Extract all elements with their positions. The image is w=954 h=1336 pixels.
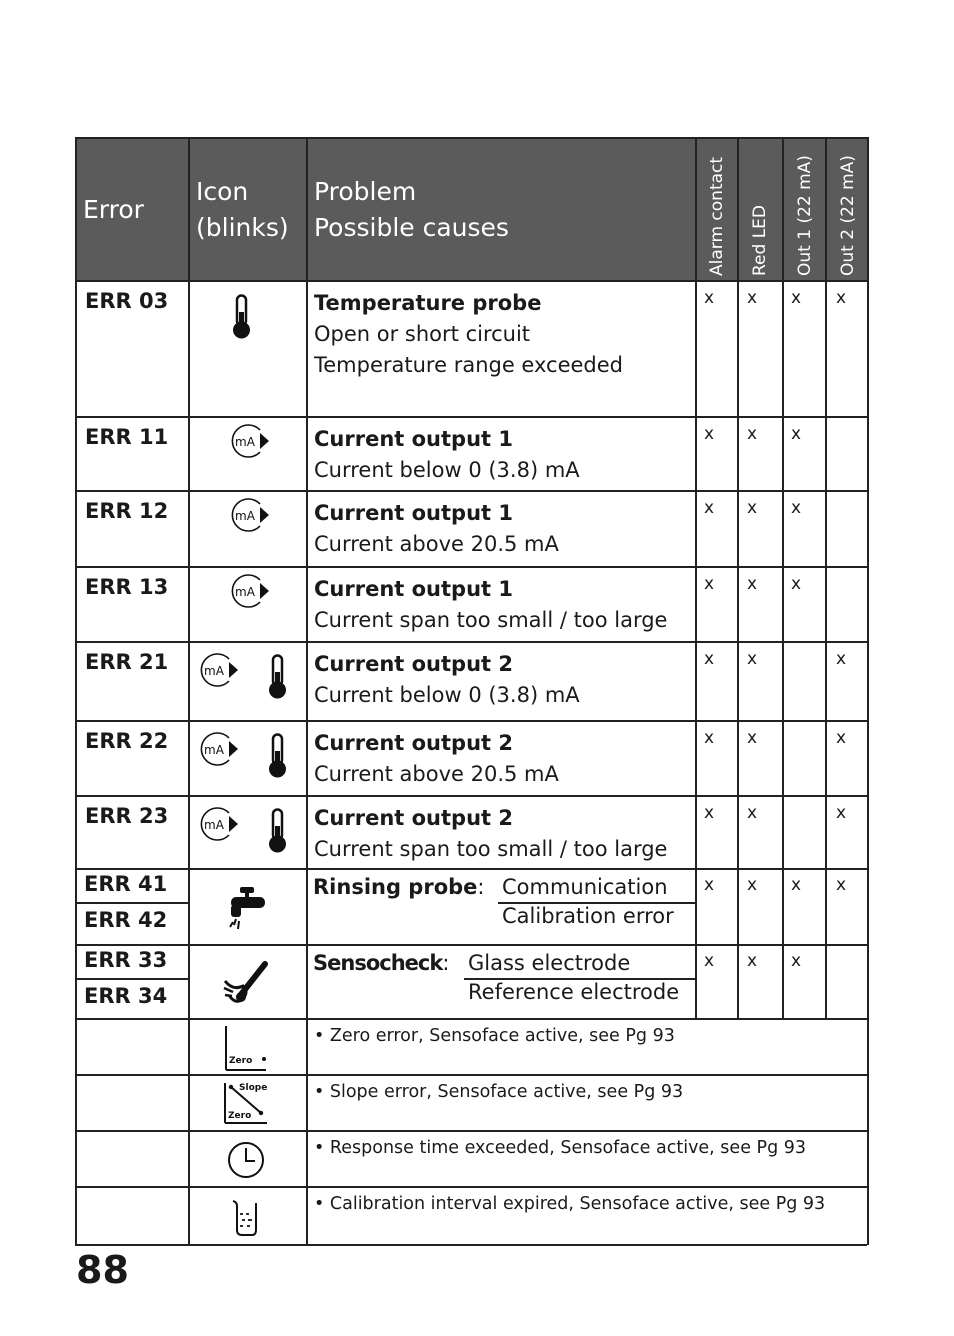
- header-problem-line2: Possible causes: [314, 213, 509, 242]
- svg-text:mA: mA: [235, 435, 255, 449]
- status-mark: x: [704, 424, 715, 444]
- problem-title: Current output 1: [314, 501, 513, 525]
- status-mark: x: [836, 728, 847, 748]
- problem-cause: Current span too small / too large: [314, 608, 668, 632]
- cause-line: Calibration error: [502, 904, 674, 928]
- table-rule: [75, 720, 867, 722]
- header-icon: [196, 174, 289, 246]
- column-rule: [306, 137, 308, 1245]
- problem-cell: [314, 574, 667, 636]
- thermometer-icon: [267, 654, 289, 700]
- status-mark: x: [747, 803, 758, 823]
- page-number: 88: [76, 1248, 129, 1292]
- status-mark: x: [704, 649, 715, 669]
- table-rule: [75, 1074, 867, 1076]
- problem-cause: Open or short circuit: [314, 322, 531, 346]
- error-code: ERR 21: [85, 650, 169, 674]
- status-mark: x: [704, 803, 715, 823]
- status-mark: x: [747, 288, 758, 308]
- table-rule: [75, 1130, 867, 1132]
- table-rule: [75, 566, 867, 568]
- current-output-ma-icon: [199, 806, 241, 842]
- status-mark: x: [747, 951, 758, 971]
- error-code: ERR 03: [85, 289, 169, 313]
- status-mark: x: [791, 951, 802, 971]
- column-rule: [188, 137, 190, 1245]
- sensoface-note: • Calibration interval expired, Sensoface active, see Pg 93: [314, 1194, 826, 1214]
- table-rule: [75, 944, 867, 946]
- problem-title: Current output 2: [314, 806, 513, 830]
- current-output-ma-icon: [199, 652, 241, 688]
- problem-title: Sensocheck: [313, 951, 443, 975]
- problem-cause: Current below 0 (3.8) mA: [314, 683, 580, 707]
- status-mark: x: [836, 649, 847, 669]
- zero-error-icon: [224, 1024, 274, 1072]
- problem-title-wrap: [313, 875, 484, 899]
- column-rule: [737, 137, 739, 1018]
- status-mark: x: [704, 498, 715, 518]
- code-divider: [75, 902, 188, 904]
- table-rule: [75, 1018, 867, 1020]
- zero-label: Zero: [229, 1056, 253, 1066]
- status-mark: x: [704, 288, 715, 308]
- calibration-beaker-icon: [230, 1198, 260, 1238]
- slope-error-icon: [223, 1081, 273, 1127]
- problem-cause: Current above 20.5 mA: [314, 532, 559, 556]
- column-rule: [75, 137, 77, 1245]
- header-icon-line2: (blinks): [196, 213, 289, 242]
- title-colon: :: [442, 951, 450, 975]
- column-rule: [695, 137, 697, 1018]
- status-mark: x: [836, 875, 847, 895]
- status-mark: x: [747, 875, 758, 895]
- header-problem-line1: Problem: [314, 177, 417, 206]
- problem-cause: Current above 20.5 mA: [314, 762, 559, 786]
- status-mark: x: [747, 574, 758, 594]
- problem-title-wrap: [313, 951, 449, 975]
- problem-title: Current output 1: [314, 427, 513, 451]
- table-rule: [75, 1186, 867, 1188]
- problem-cell: [314, 728, 559, 790]
- table-rule: [75, 416, 867, 418]
- header-out2: Out 2 (22 mA): [838, 155, 858, 276]
- svg-text:mA: mA: [204, 664, 224, 678]
- status-mark: x: [836, 803, 847, 823]
- error-code: ERR 13: [85, 575, 169, 599]
- svg-text:mA: mA: [204, 743, 224, 757]
- cause-line: Communication: [502, 875, 668, 899]
- code-divider: [75, 978, 188, 980]
- problem-cause: Current below 0 (3.8) mA: [314, 458, 580, 482]
- table-rule: [75, 795, 867, 797]
- problem-title: Rinsing probe: [313, 875, 478, 899]
- table-rule: [75, 137, 867, 139]
- problem-cause: Current span too small / too large: [314, 837, 668, 861]
- svg-text:Zero: Zero: [228, 1111, 252, 1121]
- error-code: ERR 22: [85, 729, 169, 753]
- error-code: ERR 42: [84, 908, 168, 932]
- header-alarm-contact: Alarm contact: [707, 156, 727, 276]
- sensocheck-electrode-icon: [221, 961, 271, 1007]
- sensoface-note: • Slope error, Sensoface active, see Pg 93: [314, 1082, 684, 1102]
- current-output-ma-icon: [230, 497, 272, 533]
- error-table: [75, 137, 867, 1245]
- problem-title: Temperature probe: [314, 291, 542, 315]
- header-icon-line1: Icon: [196, 177, 249, 206]
- status-mark: x: [747, 649, 758, 669]
- thermometer-icon: [231, 294, 253, 340]
- sensoface-note: • Response time exceeded, Sensoface active, see Pg 93: [314, 1138, 807, 1158]
- problem-title: Current output 2: [314, 652, 513, 676]
- svg-text:mA: mA: [204, 818, 224, 832]
- status-mark: x: [704, 574, 715, 594]
- status-mark: x: [791, 574, 802, 594]
- cause-line: Glass electrode: [468, 951, 631, 975]
- status-mark: x: [791, 498, 802, 518]
- error-code: ERR 33: [84, 948, 168, 972]
- status-mark: x: [747, 424, 758, 444]
- rinsing-tap-icon: [227, 885, 271, 931]
- header-red-led: Red LED: [750, 204, 770, 276]
- header-error: Error: [83, 195, 144, 224]
- table-rule: [75, 490, 867, 492]
- problem-title: Current output 1: [314, 577, 513, 601]
- error-code: ERR 12: [85, 499, 169, 523]
- header-out1: Out 1 (22 mA): [795, 155, 815, 276]
- status-mark: x: [791, 288, 802, 308]
- status-mark: x: [704, 728, 715, 748]
- sensoface-note: • Zero error, Sensoface active, see Pg 93: [314, 1026, 675, 1046]
- current-output-ma-icon: [230, 423, 272, 459]
- status-mark: x: [704, 951, 715, 971]
- column-rule: [782, 137, 784, 1018]
- status-mark: x: [747, 728, 758, 748]
- status-mark: x: [747, 498, 758, 518]
- status-mark: x: [836, 288, 847, 308]
- error-code: ERR 41: [84, 872, 168, 896]
- problem-cause: Temperature range exceeded: [314, 353, 624, 377]
- title-colon: :: [477, 875, 485, 899]
- status-mark: x: [704, 875, 715, 895]
- svg-text:Slope: Slope: [239, 1083, 268, 1093]
- svg-text:mA: mA: [235, 509, 255, 523]
- svg-text:mA: mA: [235, 585, 255, 599]
- current-output-ma-icon: [199, 731, 241, 767]
- table-rule: [75, 641, 867, 643]
- problem-cell: [314, 649, 580, 711]
- column-rule: [825, 137, 827, 1018]
- status-mark: x: [791, 424, 802, 444]
- table-header: [75, 137, 867, 280]
- error-code: ERR 34: [84, 984, 168, 1008]
- thermometer-icon: [267, 733, 289, 779]
- problem-cell: [314, 498, 559, 560]
- problem-cell: [314, 803, 667, 865]
- problem-cell: [314, 288, 623, 381]
- thermometer-icon: [267, 808, 289, 854]
- cause-line: Reference electrode: [468, 980, 680, 1004]
- clock-icon: [226, 1140, 266, 1180]
- current-output-ma-icon: [230, 573, 272, 609]
- error-code: ERR 23: [85, 804, 169, 828]
- column-rule: [867, 137, 869, 1245]
- status-mark: x: [791, 875, 802, 895]
- problem-title: Current output 2: [314, 731, 513, 755]
- table-rule: [75, 280, 867, 282]
- table-rule: [75, 868, 867, 870]
- problem-cell: [314, 424, 580, 486]
- error-code: ERR 11: [85, 425, 169, 449]
- header-problem: [314, 174, 509, 246]
- table-rule: [75, 1244, 867, 1246]
